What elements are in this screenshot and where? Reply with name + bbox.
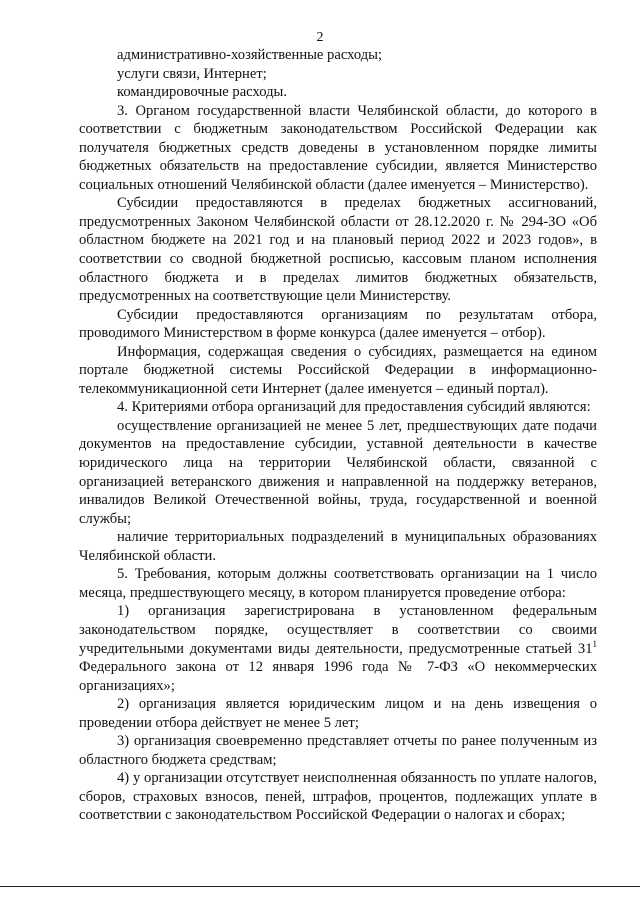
paragraph: услуги связи, Интернет; — [117, 65, 267, 82]
paragraph: наличие территориальных подразделений в муниципальных образованиях Челябинской области. — [79, 529, 597, 564]
paragraph: 5. Требования, которым должны соответствовать организации на 1 число месяца, предшествующего месяцу, в котором планируется проведение отбора: — [79, 566, 597, 601]
page-number: 2 — [316, 30, 324, 45]
requirement-item — [79, 602, 597, 695]
paragraph: осуществление организацией не менее 5 лет, предшествующих дате подачи документов на предоставление субсидии, уставной деятельности в качестве юридического лица на территории Челябинской области, связанной с организацией ветеранского движения и направленной на поддержку ветеранов, инвалидов Великой Отечественной войны, труда, государственной и военной службы; — [79, 417, 597, 527]
paragraph: 4. Критериями отбора организаций для предоставления субсидий являются: — [117, 399, 591, 416]
paragraph: Субсидии предоставляются в пределах бюджетных ассигнований, предусмотренных Законом Челябинской области от 28.12.2020 г. № 294-ЗО «Об областном бюджете на 2021 год и на плановый период 2022 и 2023 годов», в соответствии со сводной бюджетной росписью, кассовым планом исполнения областного бюджета и в пределах лимитов бюджетных обязательств, предусмотренных на соответствующие цели Министерству. — [79, 195, 597, 305]
paragraph: административно-хозяйственные расходы; — [117, 47, 383, 63]
paragraph: Субсидии предоставляются организациям по результатам отбора, проводимого Министерством в форме конкурса (далее именуется – отбор). — [79, 306, 597, 342]
paragraph: командировочные расходы. — [117, 84, 287, 101]
paragraph: 3. Органом государственной власти Челябинской области, до которого в соответствии с бюджетным законодательством Российской Федерации как получателя бюджетных средств доведены в установленном порядке лимиты бюджетных обязательств на предоставление субсидии, является Министерство социальных отношений Челябинской области (далее именуется – Министерство). — [79, 102, 597, 193]
paragraph: Информация, содержащая сведения о субсидиях, размещается на едином портале бюджетной системы Российской Федерации в информационно-телекоммуникационной сети Интернет (далее именуется – единый портал). — [79, 343, 597, 397]
requirement-item: 4) у организации отсутствует неисполненная обязанность по уплате налогов, сборов, страховых взносов, пеней, штрафов, процентов, подлежащих уплате в соответствии с законодательством Российской Федерации о налогах и сборах; — [79, 770, 597, 824]
requirement-item: 2) организация является юридическим лицом и на день извещения о проведении отбора действует не менее 5 лет; — [79, 696, 597, 731]
superscript: 1 — [592, 638, 597, 649]
requirement-item: 3) организация своевременно представляет отчеты по ранее полученным из областного бюджета средствам; — [79, 733, 597, 768]
requirement-text: 1) организация зарегистрирована в установленном федеральным законодательством порядке, осуществляет в соответствии со своими учредительными документами виды деятельности, предусмотренные статьей 31 — [79, 603, 597, 657]
footer-rule — [0, 886, 640, 887]
document-body — [79, 46, 597, 825]
requirement-text: Федерального закона от 12 января 1996 года № 7-ФЗ «О некоммерческих организациях»; — [79, 659, 597, 694]
